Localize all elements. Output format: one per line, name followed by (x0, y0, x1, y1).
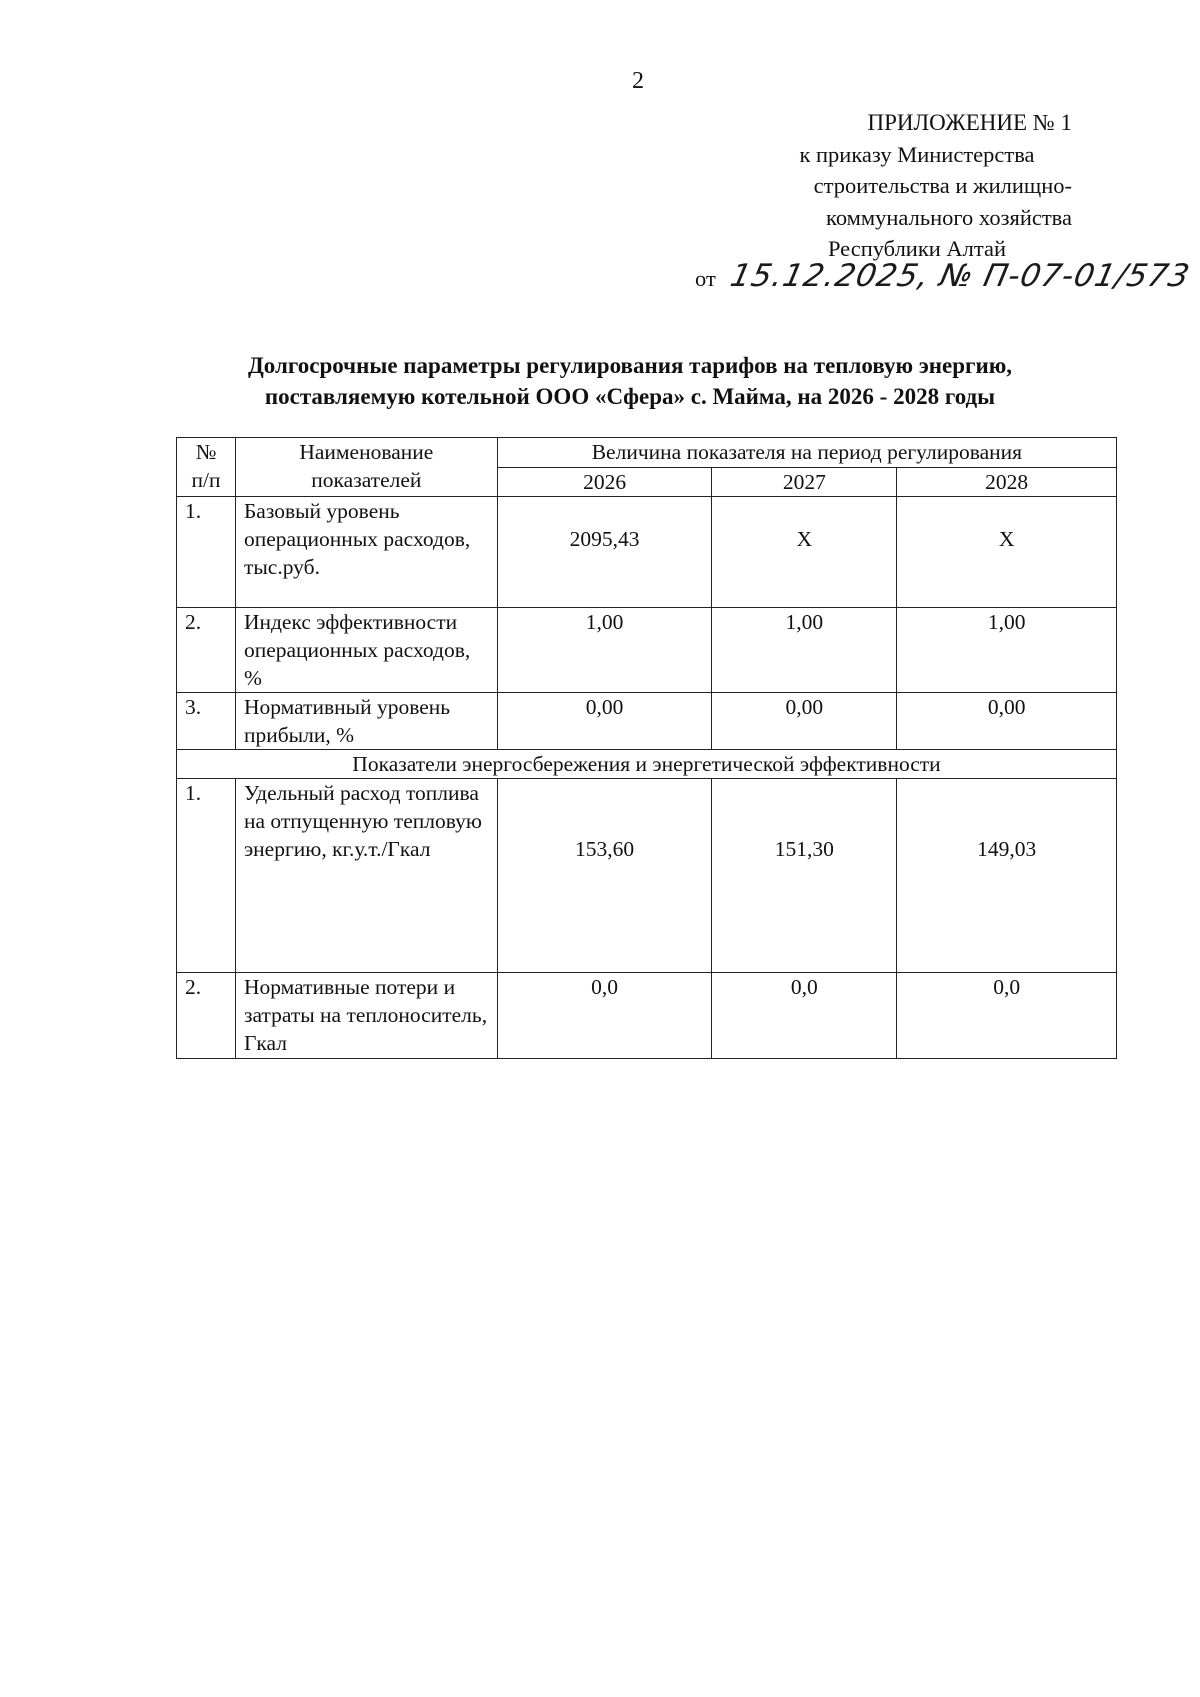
appendix-line: Республики Алтай (827, 236, 1007, 261)
header-period: Величина показателя на период регулирования (497, 438, 1116, 468)
row-name: Индекс эффективности операционных расходов, % (235, 608, 497, 693)
appendix-line: коммунального хозяйства (826, 204, 1072, 230)
row-value: 2095,43 (497, 497, 712, 608)
document-title (180, 350, 1080, 412)
header-number-text: № п/п (191, 440, 221, 492)
section-header-row (177, 750, 1117, 779)
row-number: 2. (177, 608, 236, 693)
row-value: 1,00 (897, 608, 1117, 693)
appendix-heading: ПРИЛОЖЕНИЕ № 1 (867, 110, 1072, 135)
row-name: Нормативный уровень прибыли, % (235, 693, 497, 750)
handwritten-order-number: 15.12.2025, № П-07-01/573 (727, 258, 1194, 294)
order-prefix: от (695, 266, 716, 291)
table-row (177, 779, 1117, 973)
table-header-row (177, 438, 1117, 468)
row-value: 0,00 (897, 693, 1117, 750)
row-value: Х (712, 497, 897, 608)
table-row (177, 973, 1117, 1059)
parameters-table (176, 437, 1117, 1059)
row-value: 0,0 (897, 973, 1117, 1059)
row-number: 2. (177, 973, 236, 1059)
table-row (177, 693, 1117, 750)
appendix-line: к приказу Министерства (799, 141, 1035, 167)
row-value: 153,60 (497, 779, 712, 973)
row-value: 149,03 (897, 779, 1117, 973)
header-year: 2027 (712, 468, 897, 497)
header-name-text: Наименование показателей (299, 440, 434, 492)
section-title: Показатели энергосбережения и энергетической эффективности (177, 750, 1117, 779)
header-number (177, 438, 236, 497)
order-date-line (695, 258, 1194, 294)
header-year: 2028 (897, 468, 1117, 497)
appendix-block (752, 107, 1072, 265)
appendix-line: строительства и жилищно- (813, 173, 1072, 198)
title-line-1: Долгосрочные параметры регулирования тарифов на тепловую энергию, (247, 353, 1013, 378)
row-value: Х (897, 497, 1117, 608)
row-value: 0,00 (497, 693, 712, 750)
row-value: 1,00 (497, 608, 712, 693)
row-name: Базовый уровень операционных расходов, тыс.руб. (235, 497, 497, 608)
row-value: 1,00 (712, 608, 897, 693)
table-row (177, 608, 1117, 693)
row-name: Нормативные потери и затраты на теплоноситель, Гкал (235, 973, 497, 1059)
page-number: 2 (632, 68, 644, 94)
row-name: Удельный расход топлива на отпущенную тепловую энергию, кг.у.т./Гкал (235, 779, 497, 973)
row-value: 0,00 (712, 693, 897, 750)
row-value: 0,0 (497, 973, 712, 1059)
row-number: 1. (177, 497, 236, 608)
header-year: 2026 (497, 468, 712, 497)
header-name (235, 438, 497, 497)
table-row (177, 497, 1117, 608)
row-number: 3. (177, 693, 236, 750)
title-line-2: поставляемую котельной ООО «Сфера» с. Майма, на 2026 - 2028 годы (264, 384, 996, 409)
row-value: 0,0 (712, 973, 897, 1059)
row-value: 151,30 (712, 779, 897, 973)
row-number: 1. (177, 779, 236, 973)
